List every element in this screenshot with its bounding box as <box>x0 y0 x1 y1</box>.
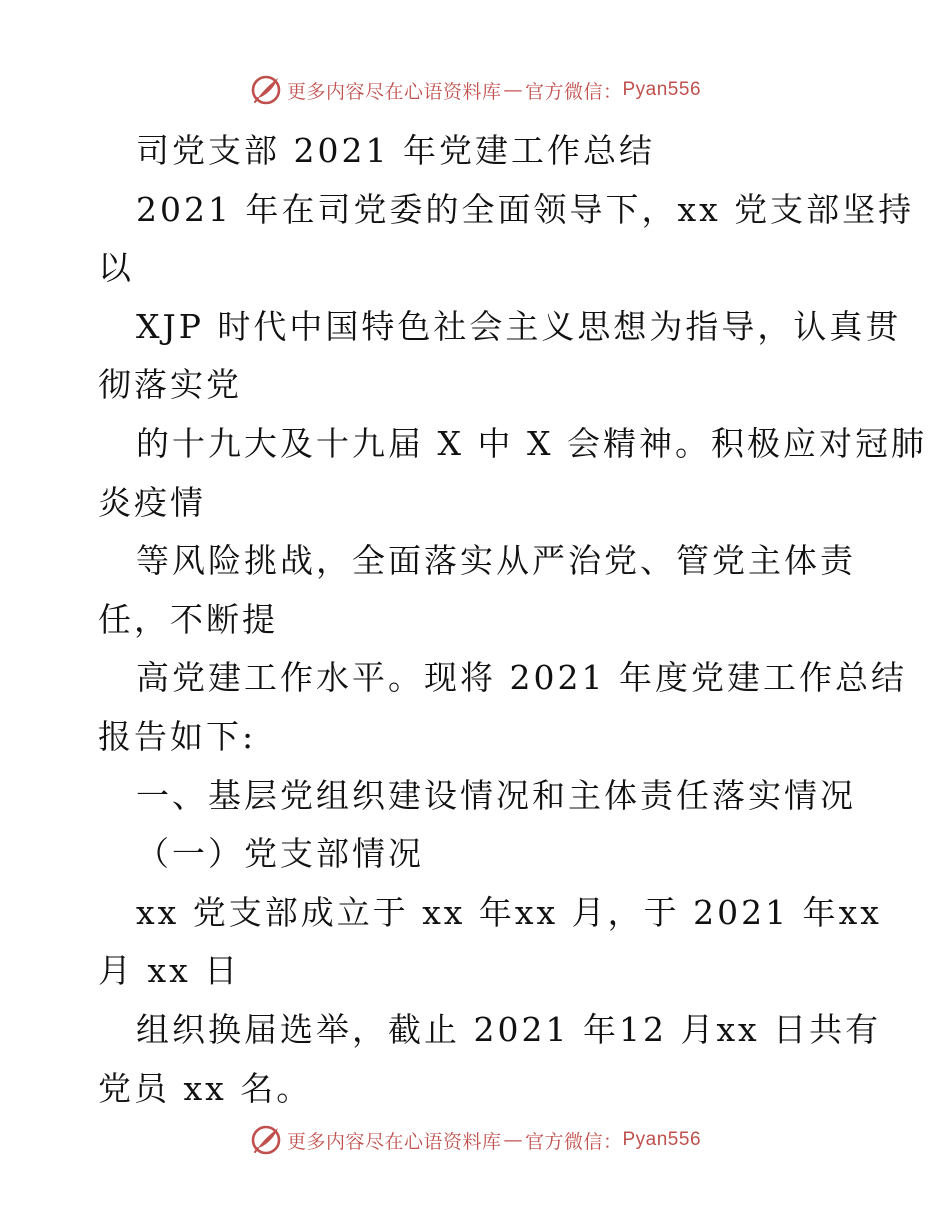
footer-banner <box>0 1120 950 1160</box>
banner-dash: — <box>503 1129 523 1151</box>
banner-handle: Pyan556 <box>622 79 702 100</box>
text-line: 党员 xx 名。 <box>98 1068 313 1108</box>
banner-handle: Pyan556 <box>622 1129 702 1150</box>
text-line: （一）党支部情况 <box>136 834 424 874</box>
text-line: 2021 年在司党委的全面领导下，xx 党支部坚持 <box>136 189 915 229</box>
text-line: xx 党支部成立于 xx 年xx 月，于 2021 年xx <box>136 892 882 932</box>
banner-dash: — <box>503 79 523 101</box>
text-line: 的十九大及十九届 X 中 X 会精神。积极应对冠肺 <box>136 423 927 463</box>
text-line: 司党支部 2021 年党建工作总结 <box>136 131 655 170</box>
quill-logo-icon <box>249 73 283 107</box>
text-line: XJP 时代中国特色社会主义思想为指导，认真贯 <box>136 306 902 346</box>
text-line: 彻落实党 <box>98 365 242 405</box>
text-line: 高党建工作水平。现将 2021 年度党建工作总结 <box>136 658 907 698</box>
text-line: 一、基层党组织建设情况和主体责任落实情况 <box>136 775 856 815</box>
text-line: 炎疫情 <box>98 482 206 522</box>
text-line: 报告如下: <box>98 716 257 756</box>
text-line: 等风险挑战，全面落实从严治党、管党主体责 <box>136 541 856 581</box>
banner-site-text: 更多内容尽在心语资料库 <box>286 1130 502 1153</box>
header-banner <box>0 70 950 110</box>
text-line: 任，不断提 <box>98 599 278 639</box>
quill-logo-icon <box>249 1123 283 1157</box>
document-body <box>98 122 927 1118</box>
banner-official-label: 官方微信： <box>524 80 623 103</box>
text-line: 以 <box>98 248 134 288</box>
banner-official-label: 官方微信： <box>524 1130 623 1153</box>
text-line: 月 xx 日 <box>98 951 241 991</box>
text-line: 组织换届选举，截止 2021 年12 月xx 日共有 <box>136 1009 882 1049</box>
banner-site-text: 更多内容尽在心语资料库 <box>286 80 502 103</box>
